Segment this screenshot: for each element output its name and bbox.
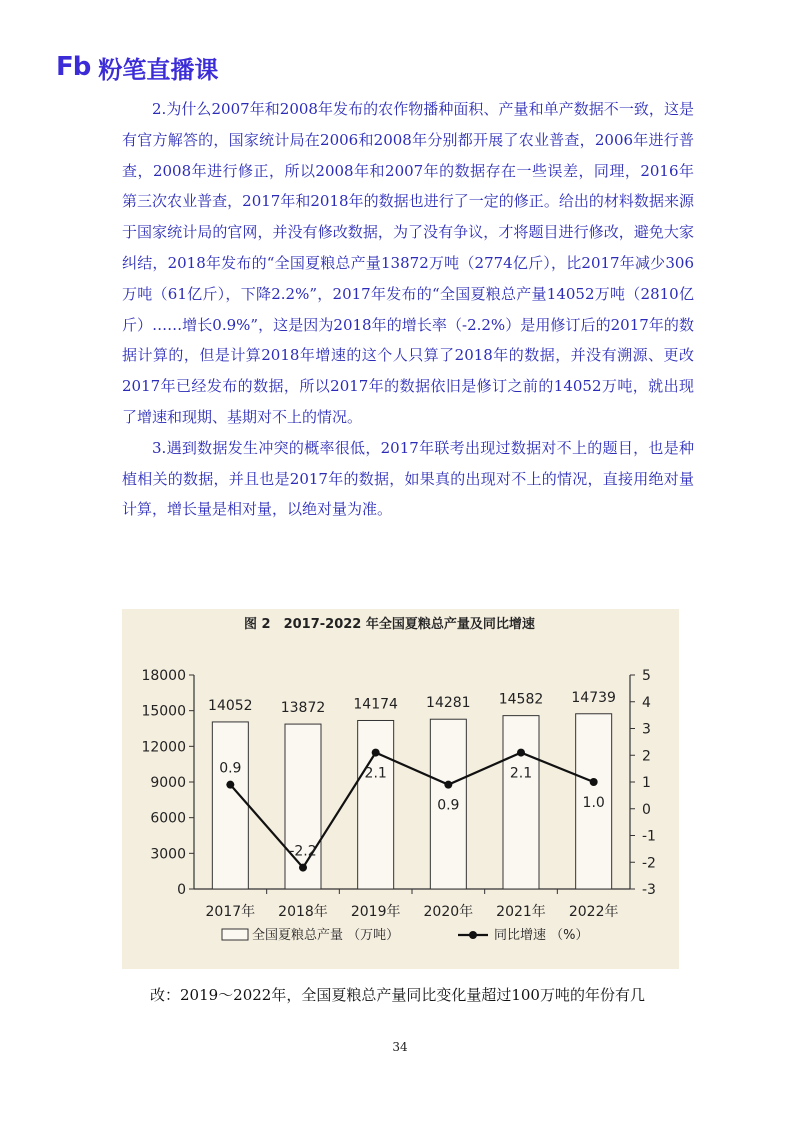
growth-value-label: -2.2 [289, 843, 317, 860]
y-right-tick-label: 0 [642, 801, 651, 818]
y-left-tick-label: 9000 [150, 775, 186, 791]
logo-mark: Fb [56, 52, 91, 82]
bar-value-label: 14052 [208, 697, 253, 714]
growth-point [590, 778, 598, 786]
legend-line-marker [469, 931, 477, 939]
growth-value-label: 1.0 [582, 795, 605, 811]
bar-value-label: 13872 [280, 700, 326, 717]
x-tick-label: 2018年 [278, 904, 328, 920]
growth-value-label: 2.1 [509, 765, 533, 782]
growth-value-label: 2.1 [364, 765, 387, 782]
bar-value-label: 14281 [426, 695, 471, 712]
legend-line-label: 同比增速 （%） [494, 928, 589, 943]
y-left-tick-label: 0 [177, 882, 186, 898]
bar-2021年 [503, 716, 539, 889]
x-tick-label: 2021年 [496, 904, 546, 920]
y-left-tick-label: 6000 [150, 810, 186, 827]
chart-svg [122, 609, 679, 969]
y-right-tick-label: 3 [642, 721, 651, 738]
paragraph-3: 3.遇到数据发生冲突的概率很低，2017年联考出现过数据对不上的题目，也是种植相关的数据，并且也是2017年的数据，如果真的出现对不上的情况，直接用绝对量计算，增长量是相对量，以绝对量为准。 [122, 438, 694, 519]
x-tick-label: 2019年 [350, 904, 401, 920]
growth-point [444, 781, 452, 789]
growth-point [372, 749, 380, 757]
growth-point [299, 864, 307, 872]
growth-value-label: 0.9 [437, 797, 460, 814]
bar-2019年 [358, 720, 394, 889]
y-right-tick-label: -2 [642, 855, 656, 872]
y-right-tick-label: 5 [642, 668, 651, 684]
x-tick-label: 2020年 [423, 904, 474, 920]
legend-bar-swatch [222, 929, 248, 940]
y-right-tick-label: 4 [642, 694, 651, 711]
logo-text: 粉笔直播课 [98, 55, 219, 84]
y-right-tick-label: 2 [642, 748, 651, 765]
chart-figure [122, 609, 679, 969]
y-right-tick-label: 1 [642, 775, 651, 791]
y-right-tick-label: -3 [642, 882, 656, 898]
y-right-tick-label: -1 [642, 828, 656, 845]
x-tick-label: 2017年 [205, 904, 256, 920]
y-left-tick-label: 3000 [150, 846, 186, 863]
paragraph-2: 2.为什么2007年和2008年发布的农作物播种面积、产量和单产数据不一致，这是有官方解答的，国家统计局在2006和2008年分别都开展了农业普查，2006年进行普查，2008年进行修正，所以2008年和2007年的数据存在一些误差，同理，2016年第三次农业普查，2017年和2018年的数据也进行了一定的修正。给出的材料数据来源于国家统计局的官网，并没有修改数据，为了没有争议，才将题目进行修改，避免大家纠结，2018年发布的“全国夏粮总产量13872万吨（2774亿斤），比2017年减少306万吨（61亿斤），下降2.2%”，2017年发布的“全国夏粮总产量14052万吨（2810亿斤）……增长0.9%”，这是因为2018年的增长率（-2.2%）是用修订后的2017年的数据计算的，但是计算2018年增速的这个人只算了2018年的数据，并没有溯源、更改2017年已经发布的数据，所以2017年的数据依旧是修订之前的14052万吨，就出现了增速和现期、基期对不上的情况。 [122, 100, 694, 426]
growth-value-label: 0.9 [219, 760, 242, 777]
bar-value-label: 14739 [571, 689, 616, 706]
brand-logo [56, 50, 218, 84]
x-tick-label: 2022年 [568, 904, 619, 920]
chart-title: 图 2 2017-2022 年全国夏粮总产量及同比增速 [244, 617, 535, 632]
legend-bar-label: 全国夏粮总产量 （万吨） [252, 928, 400, 943]
bar-value-label: 14582 [498, 691, 544, 708]
bar-2017年 [212, 722, 248, 889]
growth-point [517, 749, 525, 757]
y-left-tick-label: 12000 [141, 739, 186, 756]
y-left-tick-label: 15000 [141, 703, 186, 720]
bar-value-label: 14174 [353, 696, 398, 713]
question-line: 改：2019～2022年，全国夏粮总产量同比变化量超过100万吨的年份有几 [150, 986, 645, 1004]
page-number: 34 [392, 1040, 408, 1054]
y-left-tick-label: 18000 [141, 668, 186, 684]
body-text [122, 94, 694, 525]
growth-point [226, 781, 234, 789]
